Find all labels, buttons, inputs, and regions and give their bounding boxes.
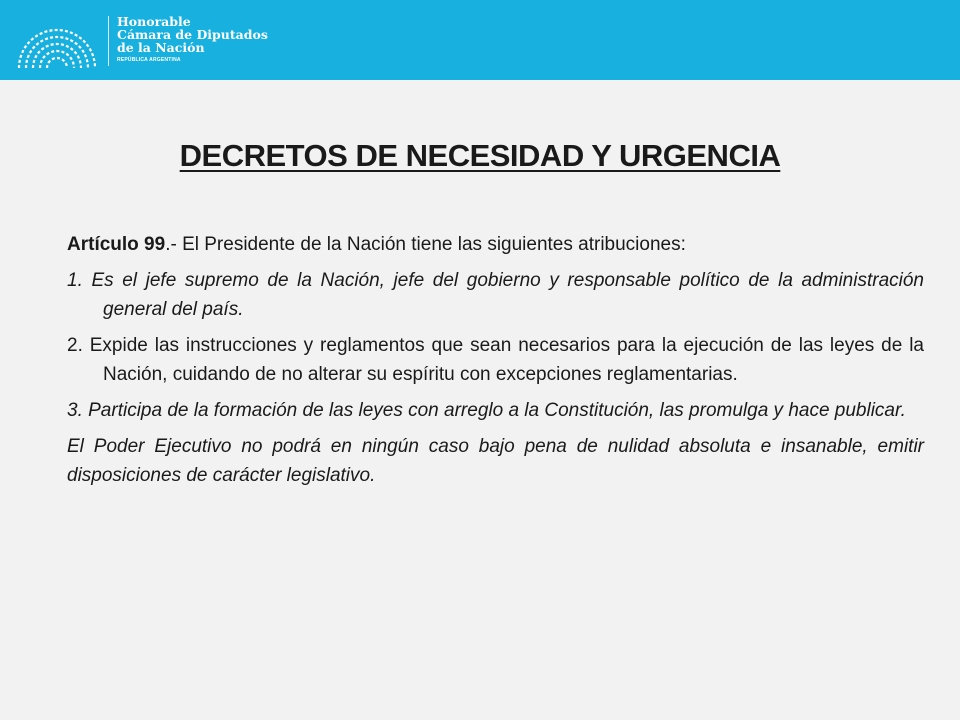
org-name-line: de la Nación [117, 40, 205, 55]
article-intro [67, 230, 924, 259]
list-item: 2. Expide las instrucciones y reglamentos que sean necesarios para la ejecución de las leyes de la Nación, cuidando de no alterar su espíritu con excepciones reglamentarias. [67, 335, 924, 385]
slide-title: DECRETOS DE NECESIDAD Y URGENCIA [179, 138, 781, 173]
article-body [67, 230, 924, 497]
header-bar [0, 0, 960, 80]
closing-paragraph: El Poder Ejecutivo no podrá en ningún caso bajo pena de nulidad absoluta e insanable, emitir disposiciones de carácter legislativo. [67, 436, 924, 486]
list-item: 1. Es el jefe supremo de la Nación, jefe del gobierno y responsable político de la administración general del país. [67, 270, 924, 320]
org-name-line: Honorable [117, 14, 191, 29]
article-label: Artículo 99 [67, 234, 166, 255]
list-item: 3. Participa de la formación de las leyes con arreglo a la Constitución, las promulga y hace publicar. [67, 400, 906, 421]
article-intro-text: .- El Presidente de la Nación tiene las siguientes atribuciones: [165, 234, 686, 255]
org-name-line: Cámara de Diputados [117, 27, 268, 42]
org-name [117, 15, 268, 63]
logo-divider [108, 16, 109, 66]
parliament-arch-icon [14, 8, 100, 70]
org-subtitle: REPÚBLICA ARGENTINA [117, 57, 181, 63]
